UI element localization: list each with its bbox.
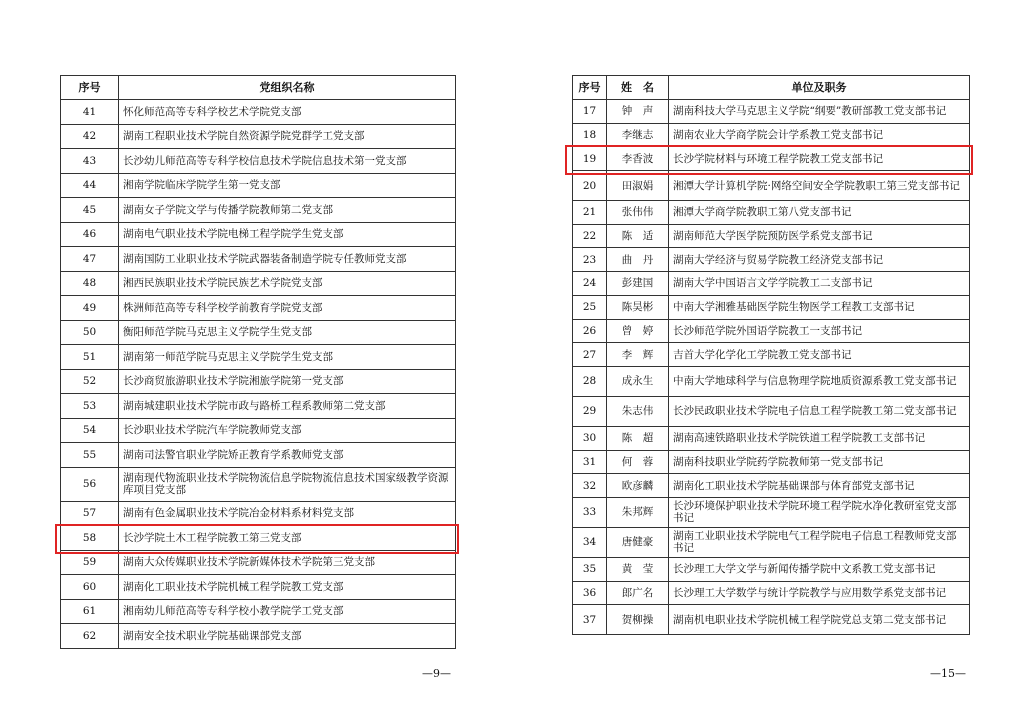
left-cell-org-name: 株洲师范高等专科学校学前教育学院党支部: [119, 296, 456, 321]
left-cell-index: 51: [61, 345, 119, 370]
right-table-row: [573, 100, 970, 124]
right-table-row: [573, 450, 970, 474]
right-page-number: —15—: [930, 667, 966, 680]
left-cell-index: 62: [61, 624, 119, 649]
left-table-row: [61, 394, 456, 419]
right-cell-index: 23: [573, 248, 607, 272]
right-table-row: [573, 605, 970, 635]
right-cell-unit-title: 吉首大学化学化工学院教工党支部书记: [669, 343, 970, 367]
right-cell-unit-title: 长沙理工大学数学与统计学院教学与应用数学系党支部书记: [669, 581, 970, 605]
left-cell-org-name: 长沙幼儿师范高等专科学校信息技术学院信息技术第一党支部: [119, 149, 456, 174]
left-table-row: [61, 173, 456, 198]
right-table-row: [573, 557, 970, 581]
left-cell-index: 57: [61, 501, 119, 526]
right-table-row: [573, 248, 970, 272]
left-table-row: [61, 149, 456, 174]
right-cell-unit-title: 中南大学地球科学与信息物理学院地质资源系教工党支部书记: [669, 366, 970, 396]
left-table-row: [61, 296, 456, 321]
right-cell-name: 朱邦辉: [607, 497, 669, 527]
right-cell-index: 17: [573, 100, 607, 124]
right-table-row: [573, 272, 970, 296]
left-cell-org-name: 长沙职业技术学院汽车学院教师党支部: [119, 418, 456, 443]
left-cell-index: 54: [61, 418, 119, 443]
left-cell-org-name: 湖南化工职业技术学院机械工程学院教工党支部: [119, 575, 456, 600]
left-cell-index: 41: [61, 100, 119, 125]
right-cell-name: 欧彦麟: [607, 474, 669, 498]
right-cell-index: 31: [573, 450, 607, 474]
right-cell-index: 21: [573, 201, 607, 225]
right-table-row: [573, 123, 970, 147]
left-cell-org-name: 长沙学院土木工程学院教工第三党支部: [119, 526, 456, 551]
right-cell-index: 35: [573, 557, 607, 581]
right-table-row: [573, 581, 970, 605]
right-cell-name: 张伟伟: [607, 201, 669, 225]
left-cell-org-name: 长沙商贸旅游职业技术学院湘旅学院第一党支部: [119, 369, 456, 394]
left-cell-org-name: 湘西民族职业技术学院民族艺术学院党支部: [119, 271, 456, 296]
left-cell-index: 43: [61, 149, 119, 174]
right-cell-unit-title: 湘潭大学计算机学院·网络空间安全学院教职工第三党支部书记: [669, 171, 970, 201]
left-table-header-row: [61, 76, 456, 100]
right-cell-index: 22: [573, 224, 607, 248]
right-cell-index: 36: [573, 581, 607, 605]
right-cell-index: 20: [573, 171, 607, 201]
right-table-row: [573, 147, 970, 171]
left-table-row: [61, 443, 456, 468]
left-cell-index: 47: [61, 247, 119, 272]
left-table-row: [61, 369, 456, 394]
right-table-row: [573, 527, 970, 557]
left-cell-index: 56: [61, 467, 119, 501]
right-table-row: [573, 295, 970, 319]
left-table-row: [61, 271, 456, 296]
right-cell-name: 李继志: [607, 123, 669, 147]
left-cell-org-name: 湖南第一师范学院马克思主义学院学生党支部: [119, 345, 456, 370]
left-table-row: [61, 198, 456, 223]
right-table-row: [573, 201, 970, 225]
right-cell-unit-title: 湖南大学经济与贸易学院教工经济党支部书记: [669, 248, 970, 272]
right-cell-index: 24: [573, 272, 607, 296]
left-cell-org-name: 湖南安全技术职业学院基础课部党支部: [119, 624, 456, 649]
left-table-row: [61, 526, 456, 551]
right-cell-index: 19: [573, 147, 607, 171]
left-cell-org-name: 湘南幼儿师范高等专科学校小教学院学工党支部: [119, 599, 456, 624]
right-cell-unit-title: 湘潭大学商学院教职工第八党支部书记: [669, 201, 970, 225]
right-cell-unit-title: 长沙师范学院外国语学院教工一支部书记: [669, 319, 970, 343]
left-table-row: [61, 624, 456, 649]
right-table-header-row: [573, 76, 970, 100]
left-cell-org-name: 湖南有色金属职业技术学院冶金材料系材料党支部: [119, 501, 456, 526]
left-cell-org-name: 湖南大众传媒职业技术学院新媒体技术学院第三党支部: [119, 550, 456, 575]
right-cell-index: 28: [573, 366, 607, 396]
left-cell-index: 58: [61, 526, 119, 551]
right-cell-index: 25: [573, 295, 607, 319]
left-cell-index: 60: [61, 575, 119, 600]
right-cell-name: 成永生: [607, 366, 669, 396]
left-table-row: [61, 124, 456, 149]
left-table-row: [61, 100, 456, 125]
right-header-unit-title: 单位及职务: [669, 76, 970, 100]
left-cell-index: 61: [61, 599, 119, 624]
right-table-row: [573, 396, 970, 426]
right-cell-unit-title: 湖南高速铁路职业技术学院铁道工程学院教工支部书记: [669, 426, 970, 450]
right-cell-index: 30: [573, 426, 607, 450]
right-cell-unit-title: 湖南化工职业技术学院基础课部与体育部党支部书记: [669, 474, 970, 498]
left-cell-index: 45: [61, 198, 119, 223]
right-cell-unit-title: 长沙环境保护职业技术学院环境工程学院水净化教研室党支部书记: [669, 497, 970, 527]
left-cell-org-name: 湖南电气职业技术学院电梯工程学院学生党支部: [119, 222, 456, 247]
right-cell-name: 钟 声: [607, 100, 669, 124]
left-page-number: —9—: [422, 667, 451, 680]
right-cell-unit-title: 长沙民政职业技术学院电子信息工程学院教工第二党支部书记: [669, 396, 970, 426]
right-cell-index: 32: [573, 474, 607, 498]
left-cell-org-name: 湖南女子学院文学与传播学院教师第二党支部: [119, 198, 456, 223]
right-table-row: [573, 474, 970, 498]
right-table-row: [573, 319, 970, 343]
left-table-row: [61, 575, 456, 600]
left-cell-index: 49: [61, 296, 119, 321]
right-cell-index: 34: [573, 527, 607, 557]
right-cell-unit-title: 长沙学院材料与环境工程学院教工党支部书记: [669, 147, 970, 171]
right-cell-index: 18: [573, 123, 607, 147]
left-cell-index: 55: [61, 443, 119, 468]
left-table-row: [61, 320, 456, 345]
left-cell-org-name: 湖南工程职业技术学院自然资源学院党群学工党支部: [119, 124, 456, 149]
left-cell-index: 53: [61, 394, 119, 419]
left-cell-org-name: 湖南司法警官职业学院矫正教育学系教师党支部: [119, 443, 456, 468]
right-cell-index: 27: [573, 343, 607, 367]
right-cell-name: 李香波: [607, 147, 669, 171]
left-table-row: [61, 247, 456, 272]
right-cell-index: 29: [573, 396, 607, 426]
right-cell-name: 黄 莹: [607, 557, 669, 581]
left-cell-org-name: 衡阳师范学院马克思主义学院学生党支部: [119, 320, 456, 345]
right-cell-unit-title: 湖南农业大学商学院会计学系教工党支部书记: [669, 123, 970, 147]
left-cell-index: 50: [61, 320, 119, 345]
right-cell-name: 陈 超: [607, 426, 669, 450]
left-cell-index: 42: [61, 124, 119, 149]
right-table-row: [573, 366, 970, 396]
right-cell-name: 曲 丹: [607, 248, 669, 272]
right-cell-name: 唐健豪: [607, 527, 669, 557]
left-table-row: [61, 467, 456, 501]
right-cell-unit-title: 湖南科技大学马克思主义学院“纲要”教研部教工党支部书记: [669, 100, 970, 124]
left-table-row: [61, 222, 456, 247]
right-cell-index: 33: [573, 497, 607, 527]
right-secretary-table: [572, 75, 970, 635]
right-header-index: 序号: [573, 76, 607, 100]
right-cell-unit-title: 长沙理工大学文学与新闻传播学院中文系教工党支部书记: [669, 557, 970, 581]
right-cell-unit-title: 湖南大学中国语言文学学院教工二支部书记: [669, 272, 970, 296]
right-cell-unit-title: 湖南工业职业技术学院电气工程学院电子信息工程教师党支部书记: [669, 527, 970, 557]
left-cell-org-name: 湖南现代物流职业技术学院物流信息学院物流信息技术国家级教学资源库项目党支部: [119, 467, 456, 501]
left-header-index: 序号: [61, 76, 119, 100]
left-table-row: [61, 418, 456, 443]
left-cell-index: 46: [61, 222, 119, 247]
right-cell-index: 26: [573, 319, 607, 343]
right-cell-unit-title: 湖南科技职业学院药学院教师第一党支部书记: [669, 450, 970, 474]
right-cell-name: 曾 婷: [607, 319, 669, 343]
right-header-name: 姓 名: [607, 76, 669, 100]
right-table-row: [573, 343, 970, 367]
left-cell-index: 59: [61, 550, 119, 575]
left-table-row: [61, 550, 456, 575]
left-cell-org-name: 湘南学院临床学院学生第一党支部: [119, 173, 456, 198]
right-cell-unit-title: 湖南师范大学医学院预防医学系党支部书记: [669, 224, 970, 248]
right-cell-name: 郎广名: [607, 581, 669, 605]
left-header-org-name: 党组织名称: [119, 76, 456, 100]
left-table-row: [61, 501, 456, 526]
right-cell-index: 37: [573, 605, 607, 635]
right-cell-name: 贺柳操: [607, 605, 669, 635]
right-cell-name: 朱志伟: [607, 396, 669, 426]
right-cell-name: 田淑娟: [607, 171, 669, 201]
left-cell-index: 52: [61, 369, 119, 394]
left-cell-index: 44: [61, 173, 119, 198]
right-cell-unit-title: 中南大学湘雅基础医学院生物医学工程教工支部书记: [669, 295, 970, 319]
right-table-row: [573, 426, 970, 450]
right-cell-name: 陈昊彬: [607, 295, 669, 319]
right-table-row: [573, 224, 970, 248]
left-table-row: [61, 599, 456, 624]
left-cell-org-name: 湖南城建职业技术学院市政与路桥工程系教师第二党支部: [119, 394, 456, 419]
right-cell-name: 彭建国: [607, 272, 669, 296]
right-table-row: [573, 171, 970, 201]
left-party-org-table: [60, 75, 456, 649]
right-cell-name: 陈 适: [607, 224, 669, 248]
left-cell-org-name: 湖南国防工业职业技术学院武器装备制造学院专任教师党支部: [119, 247, 456, 272]
left-cell-index: 48: [61, 271, 119, 296]
right-cell-name: 李 辉: [607, 343, 669, 367]
left-table-row: [61, 345, 456, 370]
right-cell-unit-title: 湖南机电职业技术学院机械工程学院党总支第二党支部书记: [669, 605, 970, 635]
left-cell-org-name: 怀化师范高等专科学校艺术学院党支部: [119, 100, 456, 125]
right-table-row: [573, 497, 970, 527]
right-cell-name: 何 蓉: [607, 450, 669, 474]
